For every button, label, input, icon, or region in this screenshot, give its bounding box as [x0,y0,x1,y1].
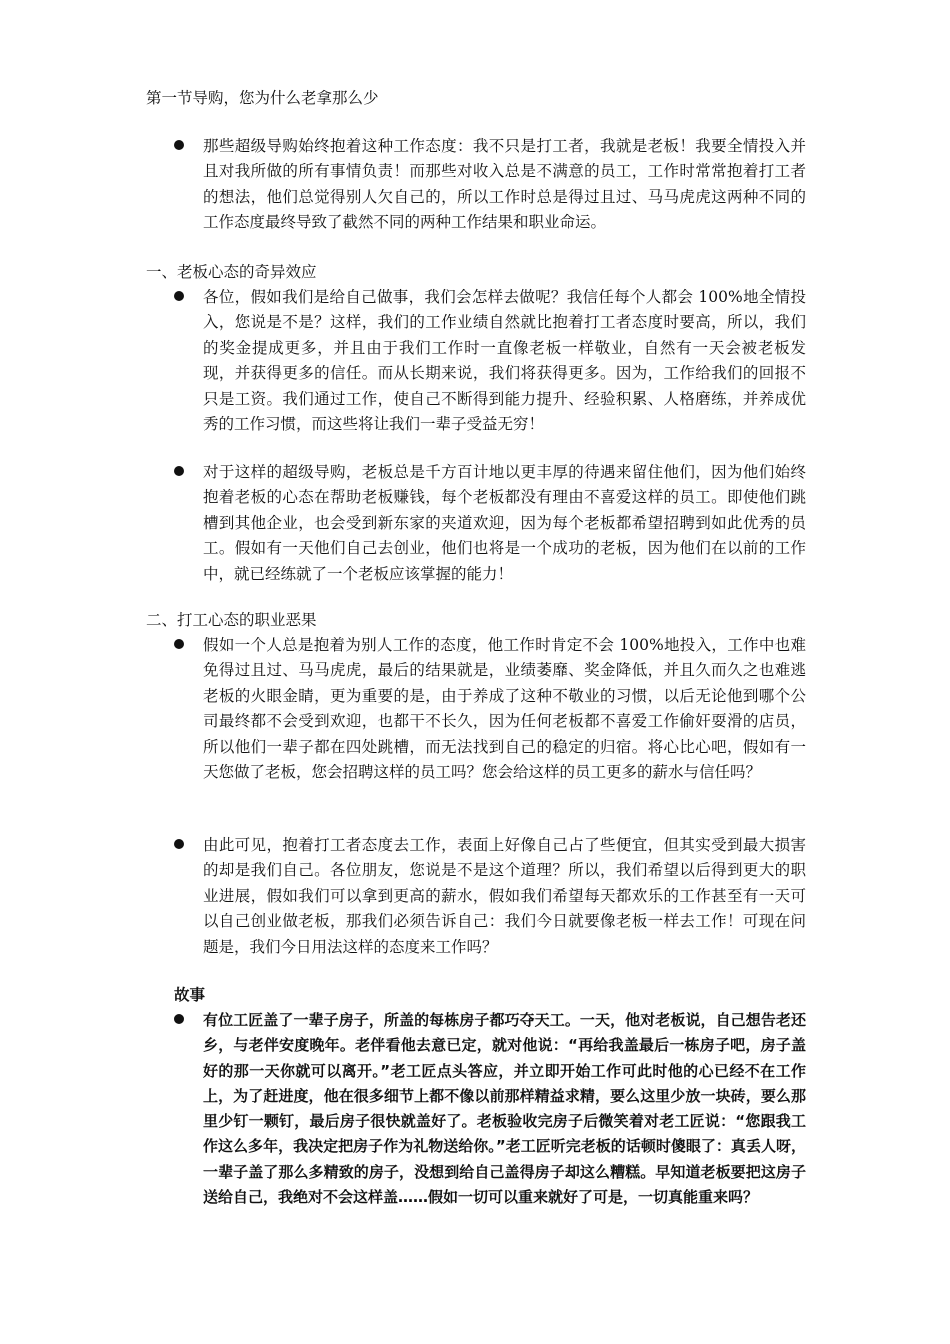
part2-bullet-2-text: 由此可见，抱着打工者态度去工作，表面上好像自己占了些便宜，但其实受到最大损害的却是我们自己。各位朋友，您说是不是这个道理？所以，我们希望以后得到更大的职业进展，假如我们可以拿到更高的薪水，假如我们希望每天都欢乐的工作甚至有一天可以自己创业做老板，那我们必须告诉自己：我们今日就要像老板一样去工作！可现在问题是，我们今日用法这样的态度来工作吗？ [203,836,806,956]
part1-bullet-1-text: 各位，假如我们是给自己做事，我们会怎样去做呢？我信任每个人都会 100%地全情投入，您说是不是？这样，我们的工作业绩自然就比抱着打工者态度时要高，所以，我们的奖金提成更多，并且由于我们工作时一直像老板一样敬业，自然有一天会被老板发现，并获得更多的信任。而从长期来说，我们将获得更多。因为，工作给我们的回报不只是工资。我们通过工作，使自己不断得到能力提升、经验积累、人格磨练，并养成优秀的工作习惯，而这些将让我们一辈子受益无穷！ [203,288,806,434]
bullet-icon [174,466,184,476]
story-bullet [174,1008,806,1210]
bullet-icon [174,1014,184,1024]
story-bullet-text: 有位工匠盖了一辈子房子，所盖的每栋房子都巧夺天工。一天，他对老板说，自己想告老还乡，与老伴安度晚年。老伴看他去意已定，就对他说：“再给我盖最后一栋房子吧，房子盖好的那一天你就可以离开。”老工匠点头答应，并立即开始工作可此时他的心已经不在工作上，为了赶进度，他在很多细节上都不像以前那样精益求精，要么这里少放一块砖，要么那里少钉一颗钉，最后房子很快就盖好了。老板验收完房子后微笑着对老工匠说：“您跟我工作这么多年，我决定把房子作为礼物送给你。”老工匠听完老板的话顿时傻眼了：真丢人呀，一辈子盖了那么多精致的房子，没想到给自己盖得房子却这么糟糕。早知道老板要把这房子送给自己，我绝对不会这样盖……假如一切可以重来就好了可是，一切真能重来吗？ [203,1011,806,1207]
intro-bullet [174,134,806,236]
intro-bullet-text: 那些超级导购始终抱着这种工作态度：我不只是打工者，我就是老板！我要全情投入并且对我所做的所有事情负责！而那些对收入总是不满意的员工，工作时常常抱着打工者的想法，他们总觉得别人欠自己的，所以工作时总是得过且过、马马虎虎这两种不同的工作态度最终导致了截然不同的两种工作结果和职业命运。 [203,137,806,232]
section-title: 第一节导购，您为什么老拿那么少 [146,89,379,107]
part1-heading: 一、老板心态的奇异效应 [146,263,317,281]
bullet-icon [174,140,184,150]
bullet-icon [174,839,184,849]
bullet-icon [174,639,184,649]
part2-bullet-1 [174,633,806,785]
part1-bullet-2-text: 对于这样的超级导购，老板总是千方百计地以更丰厚的待遇来留住他们，因为他们始终抱着老板的心态在帮助老板赚钱，每个老板都没有理由不喜爱这样的员工。即使他们跳槽到其他企业，也会受到新东家的夹道欢迎，因为每个老板都希望招聘到如此优秀的员工。假如有一天他们自己去创业，他们也将是一个成功的老板，因为他们在以前的工作中，就已经练就了一个老板应该掌握的能力！ [203,463,806,583]
part2-bullet-1-text: 假如一个人总是抱着为别人工作的态度，他工作时肯定不会 100%地投入，工作中也难免得过且过、马马虎虎，最后的结果就是，业绩萎靡、奖金降低，并且久而久之也难逃老板的火眼金睛，更为重要的是，由于养成了这种不敬业的习惯，以后无论他到哪个公司最终都不会受到欢迎，也都干不长久，因为任何老板都不喜爱工作偷奸耍滑的店员，所以他们一辈子都在四处跳槽，而无法找到自己的稳定的归宿。将心比心吧，假如有一天您做了老板，您会招聘这样的员工吗？您会给这样的员工更多的薪水与信任吗？ [203,636,806,782]
bullet-icon [174,291,184,301]
part2-bullet-2 [174,833,806,960]
part2-heading: 二、打工心态的职业恶果 [146,611,317,629]
part1-bullet-1 [174,285,806,437]
part1-bullet-2 [174,460,806,587]
story-label: 故事 [174,986,206,1004]
